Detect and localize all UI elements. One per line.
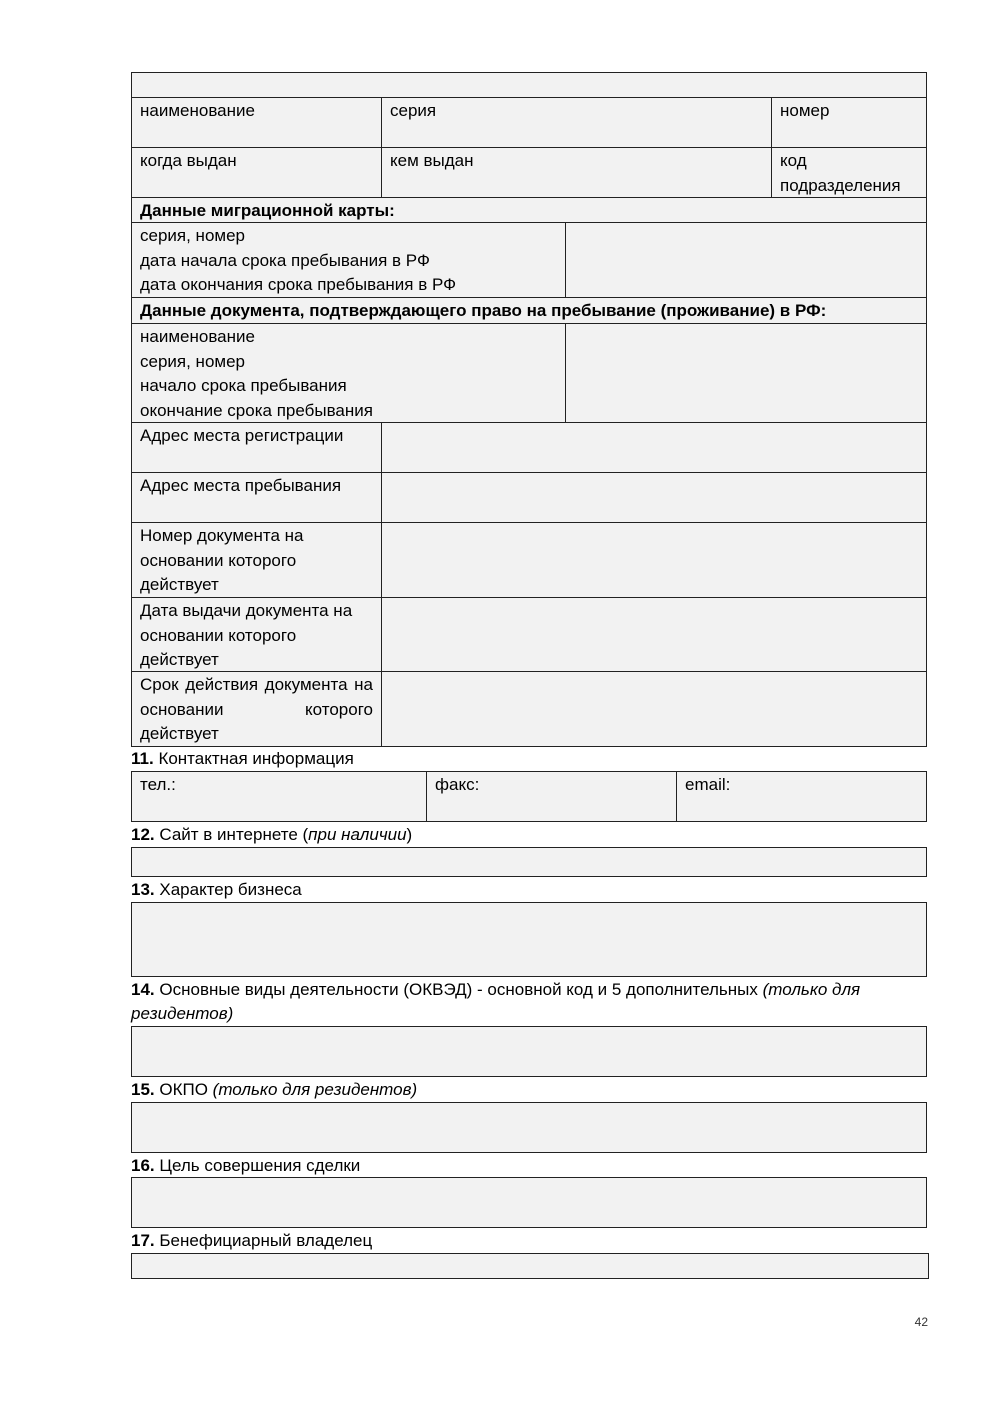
registration-address-label-cell — [131, 422, 382, 473]
section-17-heading — [131, 1229, 372, 1253]
beneficiary-field[interactable] — [131, 1253, 929, 1279]
section-16-text: Цель совершения сделки — [159, 1156, 361, 1175]
issued-by-cell[interactable] — [381, 147, 772, 198]
section-17-number: 17. — [131, 1231, 155, 1250]
top-empty-row[interactable] — [131, 72, 927, 98]
section-13-number: 13. — [131, 880, 155, 899]
business-nature-field[interactable] — [131, 902, 927, 977]
authority-doc-date-field[interactable] — [381, 597, 927, 672]
section-12-tail: ) — [406, 825, 413, 844]
issued-when-cell[interactable] — [131, 147, 382, 198]
authority-doc-validity-field[interactable] — [381, 671, 927, 747]
residence-doc-value[interactable] — [565, 323, 927, 423]
registration-address-label: Адрес места регистрации — [140, 426, 344, 445]
migration-card-labels — [131, 222, 566, 298]
authority-doc-number-label-cell — [131, 522, 382, 598]
residence-line: окончание срока пребывания — [140, 400, 373, 420]
registration-address-field[interactable] — [381, 422, 927, 473]
authority-doc-validity-label-cell — [131, 671, 382, 747]
section-11-text: Контактная информация — [158, 749, 354, 768]
residence-line: наименование — [140, 327, 255, 346]
section-12-text: Сайт в интернете ( — [159, 825, 309, 844]
residence-line: серия, номер — [140, 351, 245, 371]
stay-address-field[interactable] — [381, 472, 927, 523]
doc-name-cell[interactable] — [131, 97, 382, 148]
section-15-heading — [131, 1078, 417, 1102]
section-14-heading-cont — [131, 1002, 233, 1026]
doc-name-label: наименование — [140, 101, 255, 120]
stay-address-label-cell — [131, 472, 382, 523]
fax-label: факс: — [435, 775, 480, 794]
authority-doc-date-label-cell — [131, 597, 382, 672]
section-14-heading — [131, 978, 860, 1002]
residence-doc-heading — [131, 297, 927, 324]
migration-card-value[interactable] — [565, 222, 927, 298]
residence-line: начало срока пребывания — [140, 376, 347, 395]
section-15-text: ОКПО — [159, 1080, 213, 1099]
section-17-text: Бенефициарный владелец — [159, 1231, 373, 1250]
section-14-text: Основные виды деятельности (ОКВЭД) - основной код и 5 дополнительных — [159, 980, 758, 999]
email-field[interactable] — [676, 771, 927, 822]
issued-by-label: кем выдан — [390, 151, 474, 170]
section-11-number: 11. — [131, 749, 154, 768]
division-code-cell[interactable] — [771, 147, 927, 198]
section-15-italic: (только для резидентов) — [212, 1080, 418, 1099]
section-11-heading — [131, 747, 354, 771]
migration-card-heading-text: Данные миграционной карты: — [140, 201, 395, 220]
section-12-number: 12. — [131, 825, 155, 844]
doc-series-label: серия — [390, 101, 437, 120]
phone-label: тел.: — [140, 775, 176, 794]
section-13-heading — [131, 878, 302, 902]
phone-field[interactable] — [131, 771, 427, 822]
fax-field[interactable] — [426, 771, 677, 822]
section-16-number: 16. — [131, 1156, 155, 1175]
issued-when-label: когда выдан — [140, 151, 237, 170]
residence-doc-heading-text: Данные документа, подтверждающего право на пребывание (проживание) в РФ: — [140, 301, 827, 320]
migration-line: серия, номер — [140, 226, 245, 245]
section-12-heading — [131, 823, 412, 847]
authority-doc-number-label: Номер документа на основании которого действует — [140, 526, 304, 594]
section-14-number: 14. — [131, 980, 155, 999]
section-12-italic: при наличии — [308, 825, 407, 844]
website-field[interactable] — [131, 847, 927, 877]
section-15-number: 15. — [131, 1080, 155, 1099]
section-14-italic-1: (только для — [762, 980, 861, 999]
page-number: 42 — [914, 1315, 928, 1329]
migration-card-heading — [131, 197, 927, 223]
section-14-italic-2: резидентов) — [131, 1004, 234, 1023]
deal-purpose-field[interactable] — [131, 1177, 927, 1228]
migration-line: дата окончания срока пребывания в РФ — [140, 275, 457, 294]
authority-doc-number-field[interactable] — [381, 522, 927, 598]
doc-number-cell[interactable] — [771, 97, 927, 148]
okpo-field[interactable] — [131, 1102, 927, 1153]
stay-address-label: Адрес места пребывания — [140, 476, 342, 495]
section-16-heading — [131, 1154, 360, 1178]
migration-line: дата начала срока пребывания в РФ — [140, 250, 430, 270]
authority-doc-date-label: Дата выдачи документа на основании которого действует — [140, 601, 353, 669]
doc-series-cell[interactable] — [381, 97, 772, 148]
authority-doc-validity-label: Срок действия документа на основании которого действует — [140, 675, 373, 743]
residence-doc-labels — [131, 323, 566, 423]
email-label: email: — [685, 775, 731, 794]
division-code-label: код подразделения — [780, 151, 901, 195]
okved-field[interactable] — [131, 1026, 927, 1077]
doc-number-label: номер — [780, 101, 830, 120]
section-13-text: Характер бизнеса — [159, 880, 302, 899]
